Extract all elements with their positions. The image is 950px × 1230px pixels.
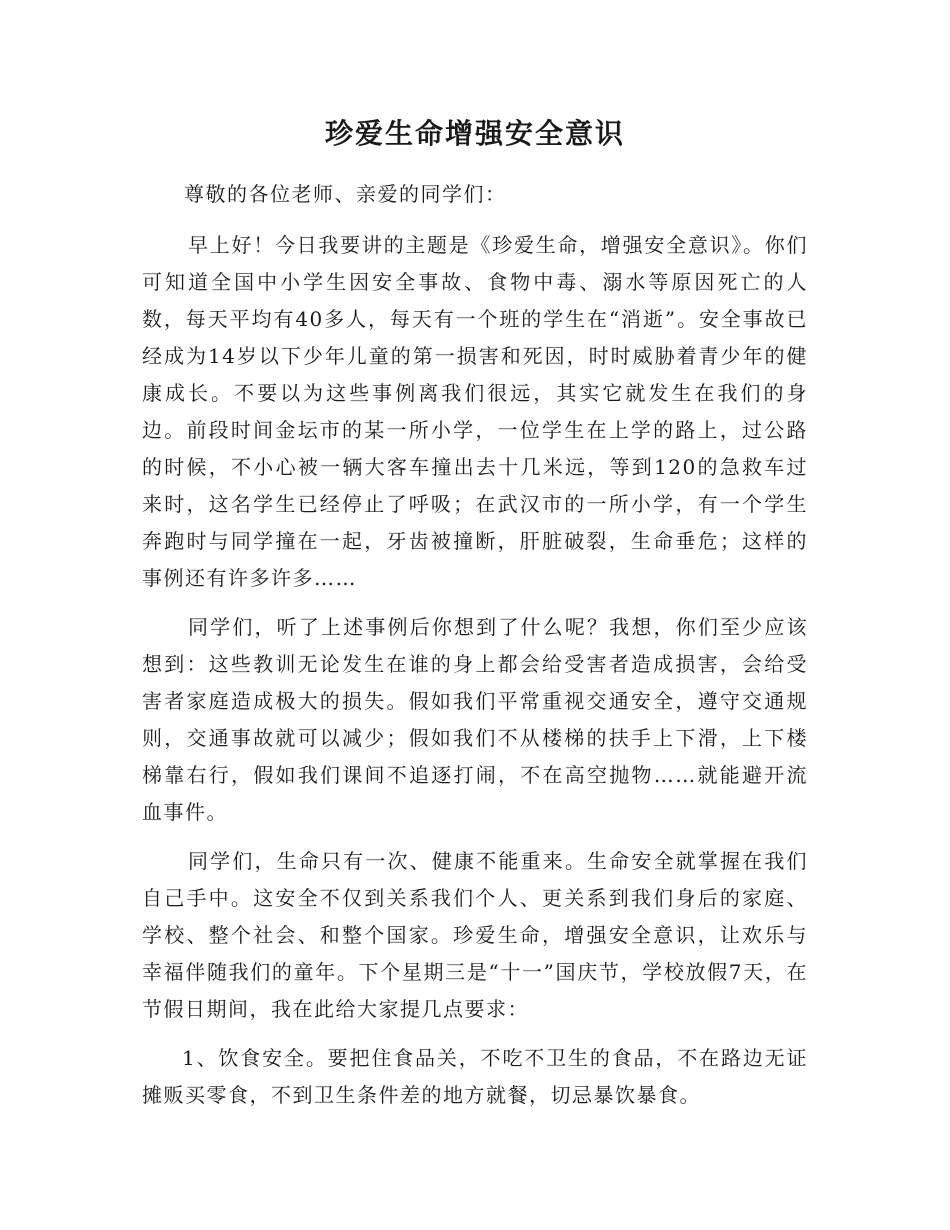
greeting: 尊敬的各位老师、亲爱的同学们： (184, 182, 507, 206)
document-title: 珍爱生命增强安全意识 (324, 117, 625, 150)
paragraph-appeal: 同学们，生命只有一次、健康不能重来。生命安全就掌握在我们自己手中。这安全不仅到关系我们个人、更关系到我们身后的家庭、学校、整个社会、和整个国家。珍爱生命，增强安全意识，让欢乐与幸福伴随我们的童年。下个星期三是“十一”国庆节，学校放假7天，在节假日期间，我在此给大家提几点要求： (142, 849, 808, 1021)
list-item-food-safety: 1、饮食安全。要把住食品关，不吃不卫生的食品，不在路边无证摊贩买零食，不到卫生条件差的地方就餐，切忌暴饮暴食。 (142, 1046, 808, 1107)
paragraph-intro: 早上好！今日我要讲的主题是《珍爱生命，增强安全意识》。你们可知道全国中小学生因安全事故、食物中毒、溺水等原因死亡的人数，每天平均有40多人，每天有一个班的学生在“消逝”。安全事故已经成为14岁以下少年儿童的第一损害和死因，时时威胁着青少年的健康成长。不要以为这些事例离我们很远，其实它就发生在我们的身边。前段时间金坛市的某一所小学，一位学生在上学的路上，过公路的时候，不小心被一辆大客车撞出去十几米远，等到120的急救车过来时，这名学生已经停止了呼吸；在武汉市的一所小学，有一个学生奔跑时与同学撞在一起，牙齿被撞断，肝脏破裂，生命垂危；这样的事例还有许多许多…… (142, 233, 808, 590)
paragraph-reflection: 同学们，听了上述事例后你想到了什么呢？我想，你们至少应该想到：这些教训无论发生在谁的身上都会给受害者造成损害，会给受害者家庭造成极大的损失。假如我们平常重视交通安全，遵守交通规则，交通事故就可以减少；假如我们不从楼梯的扶手上下滑，上下楼梯靠右行，假如我们课间不追逐打闹，不在高空抛物……就能避开流血事件。 (142, 615, 808, 824)
document-page (142, 100, 808, 1114)
